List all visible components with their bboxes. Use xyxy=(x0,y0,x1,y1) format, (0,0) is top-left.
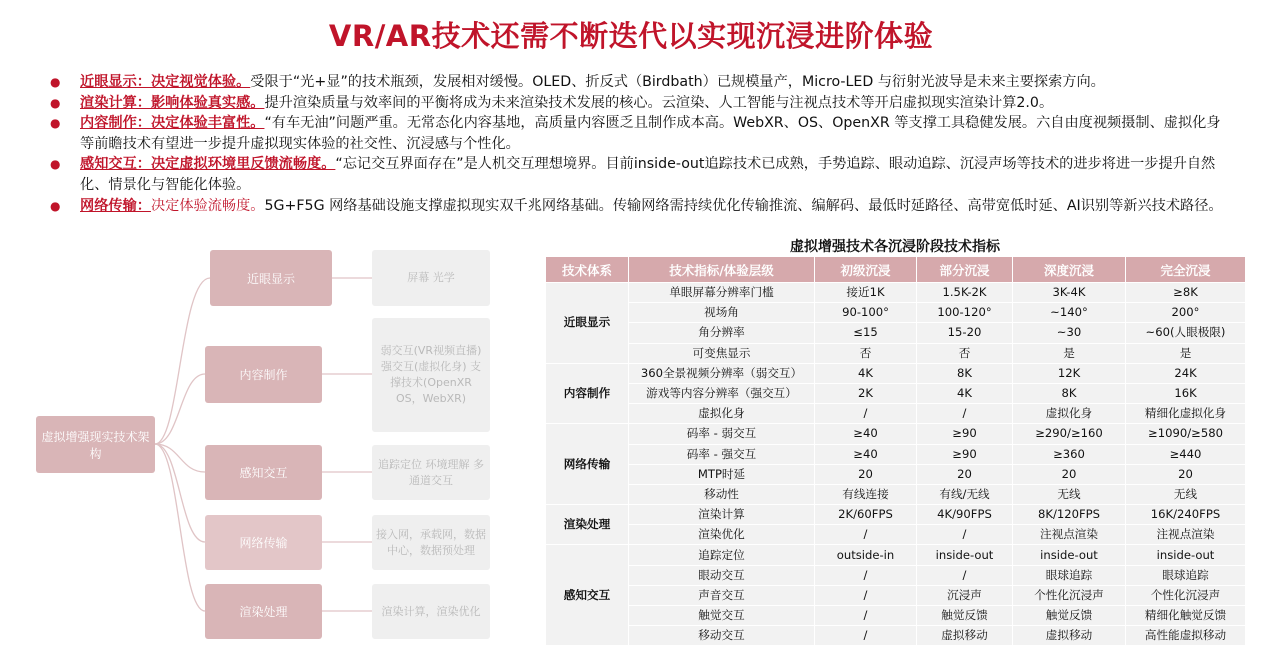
column-header: 技术指标/体验层级 xyxy=(629,257,815,283)
value-cell: 2K/60FPS xyxy=(815,505,917,525)
tree-leaf-node: 弱交互(VR视频直播) 强交互(虚拟化身) 支撑技术(OpenXR OS，WebXR) xyxy=(372,318,490,432)
value-cell: / xyxy=(815,626,917,646)
bullet-item xyxy=(50,93,1230,114)
column-header: 深度沉浸 xyxy=(1013,257,1126,283)
value-cell: 虚拟化身 xyxy=(1013,404,1126,424)
value-cell: 注视点渲染 xyxy=(1013,525,1126,545)
metric-cell: MTP时延 xyxy=(629,464,815,484)
table-row xyxy=(546,606,1246,626)
value-cell: 24K xyxy=(1126,363,1246,383)
metric-cell: 渲染优化 xyxy=(629,525,815,545)
bullet-key: 内容制作：决定体验丰富性。 xyxy=(80,115,265,132)
connector-line xyxy=(155,374,205,444)
table-row xyxy=(546,363,1246,383)
bullet-key: 网络传输： xyxy=(80,197,151,214)
column-header: 部分沉浸 xyxy=(917,257,1013,283)
metric-cell: 移动性 xyxy=(629,484,815,504)
value-cell: 8K/120FPS xyxy=(1013,505,1126,525)
value-cell: inside-out xyxy=(917,545,1013,565)
metric-cell: 游戏等内容分辨率（强交互） xyxy=(629,383,815,403)
value-cell: ≥40 xyxy=(815,424,917,444)
metric-cell: 角分辨率 xyxy=(629,323,815,343)
connector-line xyxy=(155,278,210,444)
table-row xyxy=(546,545,1246,565)
category-cell: 内容制作 xyxy=(546,363,629,424)
value-cell: 有线连接 xyxy=(815,484,917,504)
value-cell: 20 xyxy=(917,464,1013,484)
tree-leaf-node: 追踪定位 环境理解 多通道交互 xyxy=(372,445,490,500)
value-cell: outside-in xyxy=(815,545,917,565)
table-row xyxy=(546,626,1246,646)
table-row xyxy=(546,343,1246,363)
value-cell: ≥90 xyxy=(917,444,1013,464)
value-cell: ≥1090/≥580 xyxy=(1126,424,1246,444)
table-row xyxy=(546,585,1246,605)
value-cell: 否 xyxy=(917,343,1013,363)
metric-cell: 触觉交互 xyxy=(629,606,815,626)
metric-cell: 可变焦显示 xyxy=(629,343,815,363)
value-cell: 无线 xyxy=(1013,484,1126,504)
value-cell: 4K xyxy=(815,363,917,383)
value-cell: ≥8K xyxy=(1126,283,1246,303)
tree-branch-node: 感知交互 xyxy=(205,445,322,500)
value-cell: 1.5K-2K xyxy=(917,283,1013,303)
metric-cell: 码率 - 弱交互 xyxy=(629,424,815,444)
table-row xyxy=(546,303,1246,323)
value-cell: 精细化虚拟化身 xyxy=(1126,404,1246,424)
table-body xyxy=(546,283,1246,646)
value-cell: 20 xyxy=(1013,464,1126,484)
bullet-text: 提升渲染质量与效率间的平衡将成为未来渲染技术发展的核心。云渲染、人工智能与注视点技术等开启虚拟现实渲染计算2.0。 xyxy=(264,94,1054,111)
value-cell: 2K xyxy=(815,383,917,403)
table-row xyxy=(546,464,1246,484)
tree-leaf-node: 接入网，承载网，数据中心，数据预处理 xyxy=(372,515,490,570)
value-cell: 200° xyxy=(1126,303,1246,323)
metric-cell: 视场角 xyxy=(629,303,815,323)
table-row xyxy=(546,505,1246,525)
value-cell: 眼球追踪 xyxy=(1013,565,1126,585)
table-row xyxy=(546,383,1246,403)
value-cell: 16K xyxy=(1126,383,1246,403)
value-cell: ~60(人眼极限) xyxy=(1126,323,1246,343)
table-row xyxy=(546,444,1246,464)
tree-branch-node: 内容制作 xyxy=(205,346,322,403)
table-row xyxy=(546,283,1246,303)
bullet-key: 近眼显示：决定视觉体验。 xyxy=(80,74,251,90)
metric-cell: 360全景视频分辨率（弱交互） xyxy=(629,363,815,383)
bullet-key: 感知交互：决定虚拟环境里反馈流畅度。 xyxy=(80,156,336,173)
value-cell: 100-120° xyxy=(917,303,1013,323)
value-cell: / xyxy=(815,404,917,424)
value-cell: ≥90 xyxy=(917,424,1013,444)
value-cell: ≥40 xyxy=(815,444,917,464)
value-cell: / xyxy=(815,585,917,605)
column-header: 初级沉浸 xyxy=(815,257,917,283)
bullet-text: “有车无油”问题严重。无常态化内容基地，高质量内容匮乏且制作成本高。WebXR、OS、OpenXR 等支撑工具稳健发展。六自由度视频摄制、虚拟化身等前瞻技术有望进一步提升虚拟现实体验的社交性、沉浸感与个性化。 xyxy=(80,115,1221,152)
value-cell: ≥440 xyxy=(1126,444,1246,464)
value-cell: 是 xyxy=(1013,343,1126,363)
category-cell: 近眼显示 xyxy=(546,283,629,364)
value-cell: 眼球追踪 xyxy=(1126,565,1246,585)
bullet-dot-icon: ● xyxy=(50,95,61,110)
value-cell: 8K xyxy=(1013,383,1126,403)
value-cell: 沉浸声 xyxy=(917,585,1013,605)
value-cell: 3K-4K xyxy=(1013,283,1126,303)
value-cell: 90-100° xyxy=(815,303,917,323)
table-caption: 虚拟增强技术各沉浸阶段技术指标 xyxy=(790,239,1000,255)
bullet-item xyxy=(50,113,1230,154)
value-cell: ~30 xyxy=(1013,323,1126,343)
column-header: 完全沉浸 xyxy=(1126,257,1246,283)
metric-cell: 渲染计算 xyxy=(629,505,815,525)
bullet-list xyxy=(50,72,1230,216)
value-cell: 16K/240FPS xyxy=(1126,505,1246,525)
table-row xyxy=(546,525,1246,545)
tree-branch-node: 近眼显示 xyxy=(210,250,332,306)
metric-cell: 虚拟化身 xyxy=(629,404,815,424)
metric-cell: 追踪定位 xyxy=(629,545,815,565)
value-cell: ≥360 xyxy=(1013,444,1126,464)
value-cell: / xyxy=(917,525,1013,545)
value-cell: 否 xyxy=(815,343,917,363)
connector-line xyxy=(155,444,205,611)
value-cell: ≥290/≥160 xyxy=(1013,424,1126,444)
value-cell: 精细化触觉反馈 xyxy=(1126,606,1246,626)
value-cell: / xyxy=(815,525,917,545)
architecture-tree xyxy=(0,240,520,657)
bullet-item xyxy=(50,154,1230,195)
value-cell: 触觉反馈 xyxy=(1013,606,1126,626)
value-cell: 高性能虚拟移动 xyxy=(1126,626,1246,646)
tree-leaf-node: 屏幕 光学 xyxy=(372,250,490,306)
bullet-dot-icon: ● xyxy=(50,198,61,213)
value-cell: 是 xyxy=(1126,343,1246,363)
table-header-row xyxy=(546,257,1246,283)
bullet-dot-icon: ● xyxy=(50,75,61,89)
value-cell: 有线/无线 xyxy=(917,484,1013,504)
metric-cell: 眼动交互 xyxy=(629,565,815,585)
value-cell: / xyxy=(815,606,917,626)
value-cell: 12K xyxy=(1013,363,1126,383)
table-row xyxy=(546,323,1246,343)
table-row xyxy=(546,565,1246,585)
metric-cell: 单眼屏幕分辨率门槛 xyxy=(629,283,815,303)
metric-cell: 声音交互 xyxy=(629,585,815,605)
category-cell: 渲染处理 xyxy=(546,505,629,545)
table-row xyxy=(546,484,1246,504)
value-cell: 15-20 xyxy=(917,323,1013,343)
bullet-item xyxy=(50,196,1230,217)
tree-branch-node: 网络传输 xyxy=(205,515,322,570)
value-cell: 4K/90FPS xyxy=(917,505,1013,525)
value-cell: ≤15 xyxy=(815,323,917,343)
bullet-text: 5G+F5G 网络基础设施支撑虚拟现实双千兆网络基础。传输网络需持续优化传输推流、编解码、最低时延路径、高带宽低时延、AI识别等新兴技术路径。 xyxy=(264,197,1223,214)
column-header: 技术体系 xyxy=(546,257,629,283)
value-cell: ~140° xyxy=(1013,303,1126,323)
value-cell: 4K xyxy=(917,383,1013,403)
page-title: VR/AR技术还需不断迭代以实现沉浸进阶体验 xyxy=(328,19,934,53)
value-cell: 触觉反馈 xyxy=(917,606,1013,626)
metric-cell: 码率 - 强交互 xyxy=(629,444,815,464)
value-cell: / xyxy=(917,565,1013,585)
value-cell: 个性化沉浸声 xyxy=(1013,585,1126,605)
bullet-item xyxy=(50,72,1230,93)
metric-cell: 移动交互 xyxy=(629,626,815,646)
bullet-text: “忘记交互界面存在”是人机交互理想境界。目前inside-out追踪技术已成熟，手势追踪、眼动追踪、沉浸声场等技术的进步将进一步提升自然化、情景化与智能化体验。 xyxy=(80,156,1216,193)
tree-root-node: 虚拟增强现实技术架构 xyxy=(36,416,155,473)
value-cell: / xyxy=(917,404,1013,424)
category-cell: 感知交互 xyxy=(546,545,629,646)
bullet-key: 渲染计算：影响体验真实感。 xyxy=(80,94,265,111)
value-cell: 8K xyxy=(917,363,1013,383)
value-cell: 注视点渲染 xyxy=(1126,525,1246,545)
value-cell: 20 xyxy=(815,464,917,484)
bullet-dot-icon: ● xyxy=(50,116,61,131)
category-cell: 网络传输 xyxy=(546,424,629,505)
immersion-spec-table xyxy=(545,256,1246,646)
tree-branch-node: 渲染处理 xyxy=(205,584,322,639)
bullet-text: 受限于“光+显”的技术瓶颈，发展相对缓慢。OLED、折反式（Birdbath）已规模量产，Micro-LED 与衍射光波导是未来主要探索方向。 xyxy=(250,74,1105,90)
value-cell: / xyxy=(815,565,917,585)
bullet-dot-icon: ● xyxy=(50,157,61,172)
table-row xyxy=(546,404,1246,424)
value-cell: inside-out xyxy=(1126,545,1246,565)
value-cell: 接近1K xyxy=(815,283,917,303)
value-cell: 虚拟移动 xyxy=(1013,626,1126,646)
table-row xyxy=(546,424,1246,444)
value-cell: 20 xyxy=(1126,464,1246,484)
value-cell: 虚拟移动 xyxy=(917,626,1013,646)
value-cell: inside-out xyxy=(1013,545,1126,565)
value-cell: 无线 xyxy=(1126,484,1246,504)
tree-leaf-node: 渲染计算，渲染优化 xyxy=(372,584,490,639)
bullet-key-secondary: 决定体验流畅度。 xyxy=(150,197,265,214)
value-cell: 个性化沉浸声 xyxy=(1126,585,1246,605)
